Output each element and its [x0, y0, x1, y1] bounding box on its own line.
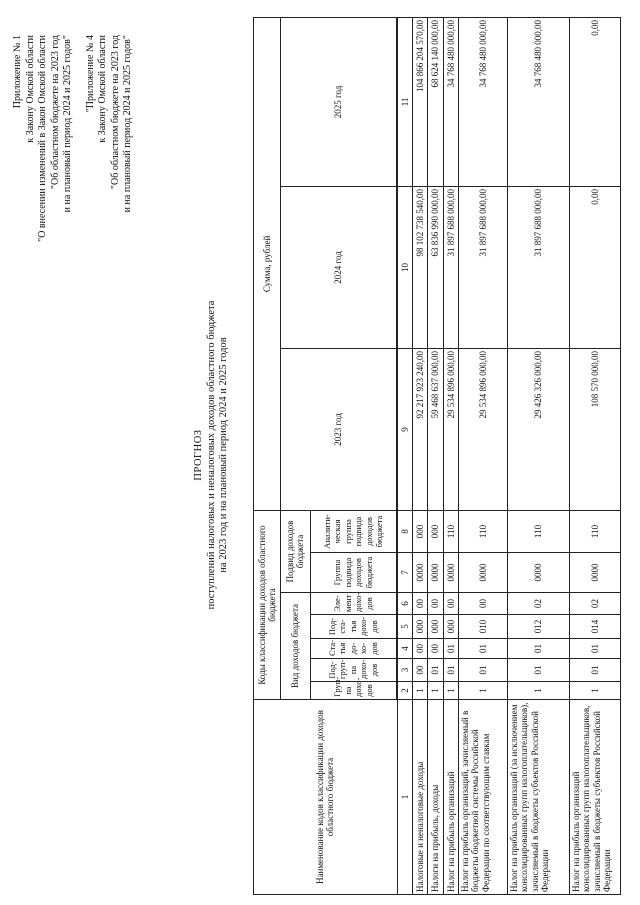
code-statya: 00 [428, 639, 443, 659]
value-2023: 29 426 326 000,00 [507, 348, 569, 510]
code-group-podvid: 0000 [413, 553, 428, 593]
value-2023: 29 534 896 000,00 [458, 348, 507, 510]
row-name: Налог на прибыль организаций консолидированных групп налогоплательщиков, зачисляемый в бюджеты субъектов Российской Федерации [569, 700, 620, 895]
code-element: 00 [443, 593, 458, 615]
appendix-line: "Об областном бюджете на 2023 год [49, 35, 61, 190]
column-number: 9 [397, 348, 412, 510]
value-2024: 63 836 990 000,00 [428, 186, 443, 348]
code-statya: 00 [413, 639, 428, 659]
header-name: Наименование кодов классификации доходов областного бюджета [254, 700, 398, 895]
header-2023: 2023 год [281, 348, 397, 510]
code-element: 00 [413, 593, 428, 615]
column-number: 1 [397, 700, 412, 895]
code-group: 1 [458, 682, 507, 700]
column-number: 7 [397, 553, 412, 593]
table-row [569, 17, 620, 894]
appendix-line: и на плановый период 2024 и 2025 годов" [62, 35, 73, 213]
code-subgroup: 01 [458, 659, 507, 682]
header-sum: Сумма, рублей [254, 17, 281, 510]
code-group-podvid: 0000 [569, 553, 620, 593]
column-number: 11 [397, 17, 412, 186]
title-line: на 2023 год и на плановый период 2024 и 2025 годов [218, 337, 229, 573]
code-analytic: 000 [428, 510, 443, 552]
code-group-podvid: 0000 [428, 553, 443, 593]
value-2025: 0,00 [569, 17, 620, 186]
row-name: Налоговые и неналоговые доходы [413, 700, 428, 895]
header-2025: 2025 год [281, 17, 397, 186]
table-row [428, 17, 443, 894]
value-2024: 31 897 688 000,00 [458, 186, 507, 348]
column-number: 6 [397, 593, 412, 615]
code-subgroup: 01 [569, 659, 620, 682]
code-group-podvid: 0000 [507, 553, 569, 593]
appendix-line: Приложение № 1 [12, 35, 23, 109]
value-2024: 98 102 738 540,00 [413, 186, 428, 348]
code-podstatya: 000 [413, 615, 428, 639]
header-statya: Ста-тья до-хо-дов [310, 639, 396, 659]
code-statya: 01 [443, 639, 458, 659]
appendix-line: к Закону Омской области [97, 35, 108, 143]
code-statya: 01 [458, 639, 507, 659]
column-number: 2 [397, 682, 412, 700]
code-group: 1 [569, 682, 620, 700]
appendix-block [12, 35, 135, 335]
value-2024: 31 897 688 000,00 [443, 186, 458, 348]
column-number: 5 [397, 615, 412, 639]
code-analytic: 000 [413, 510, 428, 552]
code-group: 1 [428, 682, 443, 700]
code-statya: 01 [507, 639, 569, 659]
value-2023: 59 468 637 000,00 [428, 348, 443, 510]
code-analytic: 110 [507, 510, 569, 552]
column-number-row [397, 17, 412, 894]
appendix-line: "Приложение № 4 [84, 35, 96, 113]
value-2025: 34 768 480 000,00 [507, 17, 569, 186]
row-name: Налог на прибыль организаций, зачисляемый в бюджеты бюджетной системы Российской Федерации по соответствующим ставкам [458, 700, 507, 895]
column-number: 4 [397, 639, 412, 659]
header-podstatya: Под-ста-тья дохо-дов [310, 615, 396, 639]
value-2023: 108 570 000,00 [569, 348, 620, 510]
column-number: 3 [397, 659, 412, 682]
code-group-podvid: 0000 [443, 553, 458, 593]
table-row [413, 17, 428, 894]
code-group: 1 [443, 682, 458, 700]
code-element: 00 [428, 593, 443, 615]
table-row [507, 17, 569, 894]
value-2025: 34 768 480 000,00 [443, 17, 458, 186]
appendix-line: к Закону Омской области [24, 35, 36, 143]
code-podstatya: 012 [507, 615, 569, 639]
row-name: Налоги на прибыль, доходы [428, 700, 443, 895]
header-element: Эле-мент дохо-дов [310, 593, 396, 615]
value-2024: 31 897 688 000,00 [507, 186, 569, 348]
header-vid: Вид доходов бюджета [281, 593, 310, 700]
header-analytic: Аналити-ческая группа подвида доходов бюджета [310, 510, 396, 552]
appendix-line: "О внесении изменений в Закон Омской области [37, 35, 48, 242]
table-row [458, 17, 507, 894]
code-statya: 01 [569, 639, 620, 659]
header-codes: Коды классификации доходов областного бюджета [254, 510, 281, 699]
value-2023: 29 534 896 000,00 [443, 348, 458, 510]
column-number: 8 [397, 510, 412, 552]
table-row [443, 17, 458, 894]
code-group-podvid: 0000 [458, 553, 507, 593]
code-podstatya: 014 [569, 615, 620, 639]
code-element: 00 [458, 593, 507, 615]
value-2025: 68 624 140 000,00 [428, 17, 443, 186]
value-2025: 104 866 204 570,00 [413, 17, 428, 186]
value-2025: 34 768 480 000,00 [458, 17, 507, 186]
code-element: 02 [569, 593, 620, 615]
code-element: 02 [507, 593, 569, 615]
code-subgroup: 01 [428, 659, 443, 682]
header-2024: 2024 год [281, 186, 397, 348]
code-group: 1 [413, 682, 428, 700]
appendix-line: и на плановый период 2024 и 2025 годов" [122, 35, 133, 213]
document-title [193, 175, 231, 735]
row-name: Налог на прибыль организаций (за исключением консолидированных групп налогоплательщиков), зачисляемый в бюджеты субъектов Российской Федерации [507, 700, 569, 895]
title-line: ПРОГНОЗ [193, 429, 204, 481]
code-subgroup: 01 [443, 659, 458, 682]
value-2024: 0,00 [569, 186, 620, 348]
code-subgroup: 01 [507, 659, 569, 682]
header-group: Груп-па дохо-дов [310, 682, 396, 700]
code-analytic: 110 [443, 510, 458, 552]
header-podvid: Подвид доходов бюджета [281, 510, 310, 592]
forecast-table [253, 17, 621, 895]
header-group-podvid: Группа подвида доходов бюджета [310, 553, 396, 593]
code-subgroup: 00 [413, 659, 428, 682]
row-name: Налог на прибыль организаций [443, 700, 458, 895]
code-analytic: 110 [569, 510, 620, 552]
code-podstatya: 000 [428, 615, 443, 639]
title-line: поступлений налоговых и неналоговых доходов областного бюджета [205, 300, 217, 610]
appendix-line: "Об областном бюджете на 2023 год [109, 35, 121, 190]
code-group: 1 [507, 682, 569, 700]
code-analytic: 110 [458, 510, 507, 552]
code-podstatya: 000 [443, 615, 458, 639]
value-2023: 92 217 923 240,00 [413, 348, 428, 510]
header-subgroup: Под-груп-па дохо-дов [310, 659, 396, 682]
code-podstatya: 010 [458, 615, 507, 639]
column-number: 10 [397, 186, 412, 348]
